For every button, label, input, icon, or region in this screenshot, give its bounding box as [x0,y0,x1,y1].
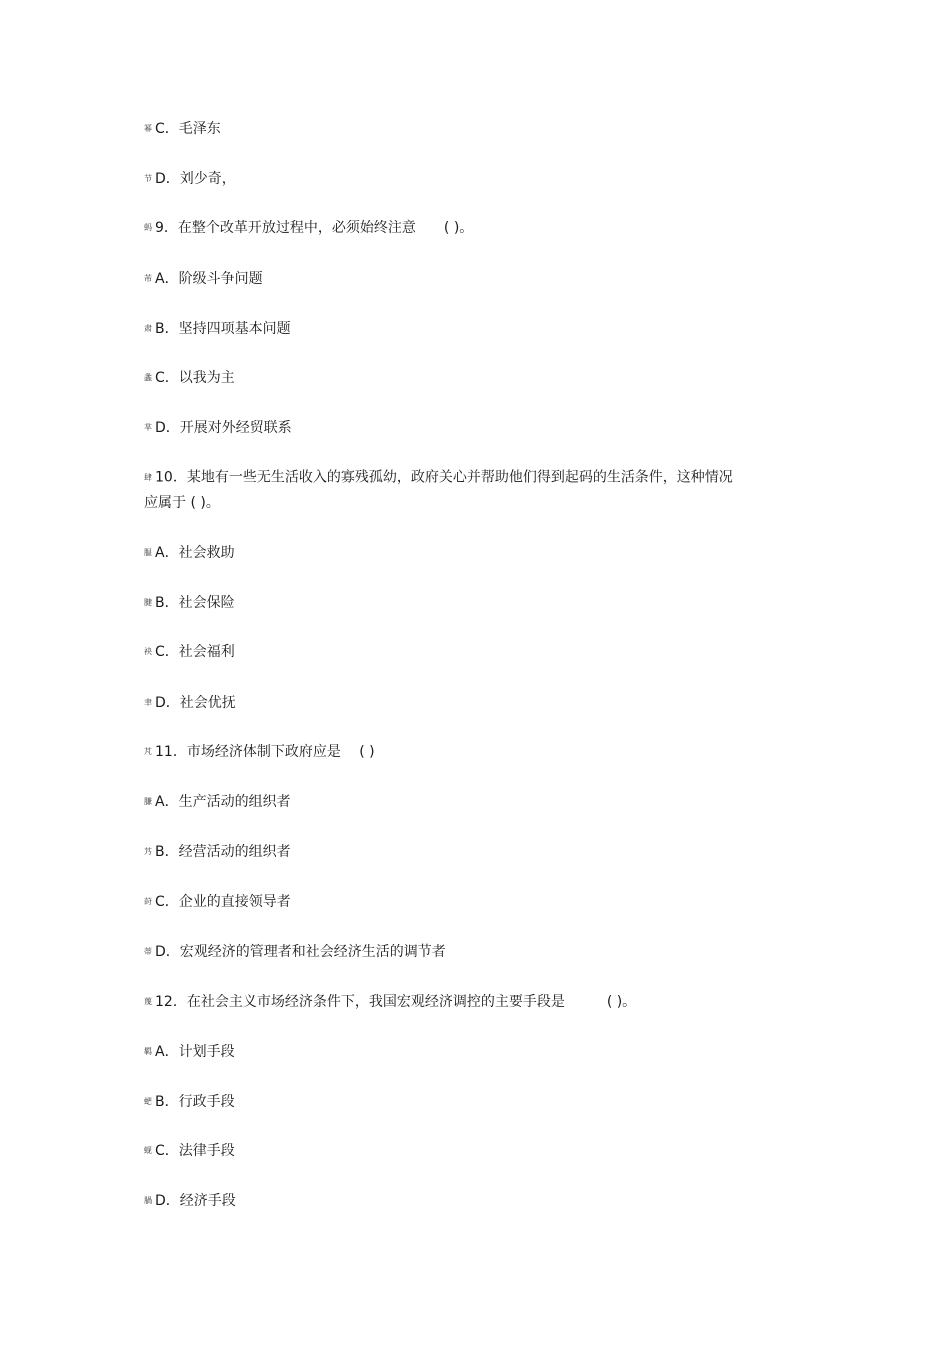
option-line [144,1192,236,1210]
option-line [144,1093,235,1111]
option-text: A．阶级斗争问题 [155,271,263,287]
option-text: D．刘少奇， [155,171,236,187]
margin-mark: 肆 [144,473,152,482]
question-text: 10．某地有一些无生活收入的寡残孤幼，政府关心并帮助他们得到起码的生活条件，这种情况应属于 ( )。 [144,469,733,511]
option-text: A．社会救助 [155,545,235,561]
option-text: B．经营活动的组织者 [155,844,291,860]
margin-mark: 艿 [144,847,152,856]
option-line [144,270,263,288]
margin-mark: 膁 [144,797,152,806]
question-text: 12．在社会主义市场经济条件下，我国宏观经济调控的主要手段是 ( )。 [155,994,637,1010]
option-text: B．行政手段 [155,1094,235,1110]
option-line [144,893,291,911]
margin-mark: 莳 [144,897,152,906]
margin-mark: 蔑 [144,997,152,1006]
option-text: C．以我为主 [155,370,235,386]
margin-mark: 节 [144,174,152,183]
margin-mark: 蚬 [144,1146,152,1155]
margin-mark: 腽 [144,548,152,557]
option-line [144,320,291,338]
margin-mark: 蚆 [144,1097,152,1106]
option-line [144,544,235,562]
option-line [144,369,235,387]
option-text: C．毛泽东 [155,121,221,137]
option-line [144,1043,235,1061]
option-line [144,843,291,861]
margin-mark: 芾 [144,274,152,283]
option-line [144,793,291,811]
question-line [144,465,744,516]
question-text: 11．市场经济体制下政府应是 ( ) [155,744,375,760]
option-line [144,419,292,437]
margin-mark: 蒂 [144,947,152,956]
option-line [144,694,236,712]
option-line [144,643,235,661]
option-text: B．坚持四项基本问题 [155,321,291,337]
option-line [144,594,235,612]
option-text: D．社会优抚 [155,695,236,711]
margin-mark: 羁 [144,1047,152,1056]
option-line [144,120,221,138]
question-line [144,219,473,237]
question-line [144,993,636,1011]
margin-mark: 芃 [144,747,152,756]
option-text: B．社会保险 [155,595,235,611]
margin-mark: 袂 [144,647,152,656]
option-text: A．计划手段 [155,1044,235,1060]
margin-mark: 聿 [144,698,152,707]
option-text: C．企业的直接领导者 [155,894,291,910]
option-text: D．开展对外经贸联系 [155,420,292,436]
option-line [144,170,236,188]
option-line [144,1142,235,1160]
question-text: 9．在整个改革开放过程中，必须始终注意 ( )。 [155,220,474,236]
margin-mark: 幂 [144,124,152,133]
option-text: C．法律手段 [155,1143,235,1159]
option-line [144,943,446,961]
option-text: D．宏观经济的管理者和社会经济生活的调节者 [155,944,446,960]
margin-mark: 芈 [144,423,152,432]
option-text: C．社会福利 [155,644,235,660]
margin-mark: 蚂 [144,223,152,232]
option-text: D．经济手段 [155,1193,236,1209]
option-text: A．生产活动的组织者 [155,794,291,810]
margin-mark: 腡 [144,1196,152,1205]
margin-mark: 肃 [144,324,152,333]
margin-mark: 螽 [144,373,152,382]
question-line [144,743,375,761]
margin-mark: 腱 [144,598,152,607]
